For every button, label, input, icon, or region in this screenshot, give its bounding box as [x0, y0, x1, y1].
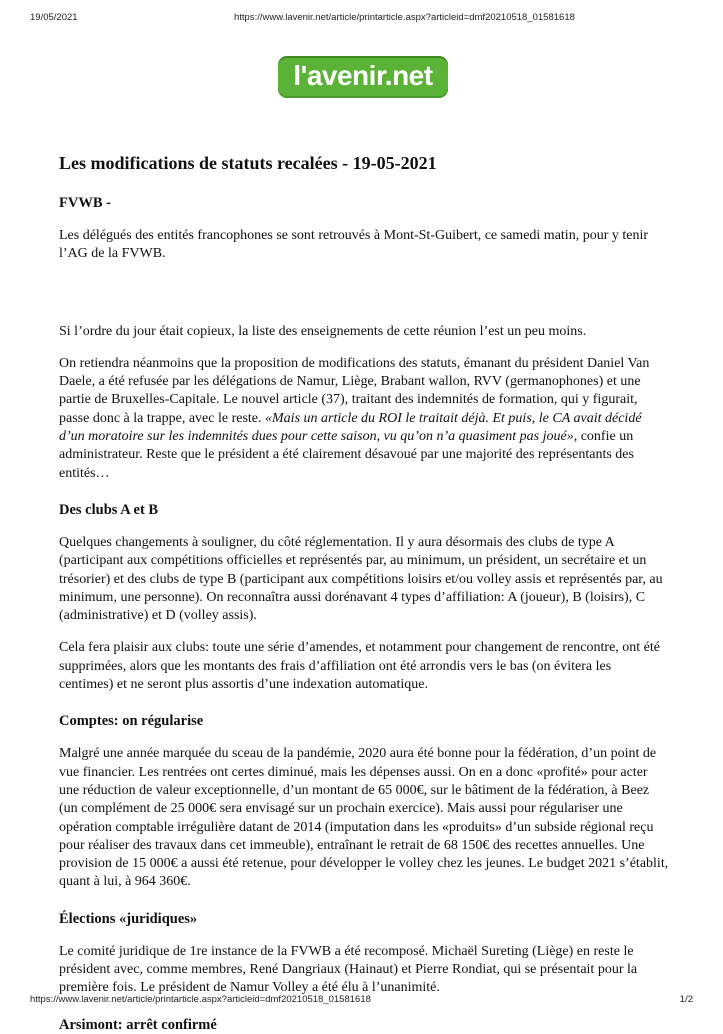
section-heading-clubs: Des clubs A et B — [59, 501, 159, 518]
paragraph-5: Malgré une année marquée du sceau de la pandémie, 2020 aura été bonne pour la fédération, d’un point de vue financier. Les rentrées ont certes diminué, mais les dépenses aussi. On en a donc «profité» pour acter une réduction de valeur exceptionnelle, d’un montant de 65 000€, sur le bâtiment de la fédération, à Beez (un complément de 25 000€ sera envisagé sur un prochain exercice). Mais aussi pour régulariser une opération comptable irrégulière datant de 2014 (imputation dans les «produits» d’un subside régional reçu pour réaliser des travaux dans cet immeuble), entraînant le retrait de 68 150€ des recettes annuelles. Une provision de 15 000€ a aussi été retenue, pour développer le volley chez les jeunes. Le budget 2021 s’établit, quant à lui, à 964 360€. — [59, 746, 669, 890]
footer-url[interactable]: https://www.lavenir.net/article/printarticle.aspx?articleid=dmf20210518_01581618 — [30, 994, 371, 1005]
lavenir-logo[interactable] — [278, 56, 448, 98]
page-number: 1/2 — [679, 994, 693, 1005]
logo-tld: .net — [384, 60, 433, 91]
paragraph-6: Le comité juridique de 1re instance de la FVWB a été recomposé. Michaël Sureting (Liège) en reste le président avec, comme membres, René Dangriaux (Hainaut) et Pierre Rondiat, qui se présentait pour la première fois. Le président de Namur Volley a été élu à l’unanimité. — [59, 943, 638, 996]
paragraph-2 — [59, 355, 669, 483]
section-heading-arsimont: Arsimont: arrêt confirmé — [59, 1016, 217, 1033]
section-heading-comptes: Comptes: on régularise — [59, 713, 204, 730]
paragraph-1: Si l’ordre du jour était copieux, la liste des enseignements de cette réunion l’est un peu moins. — [59, 323, 587, 339]
print-date: 19/05/2021 — [30, 12, 78, 23]
paragraph-3: Quelques changements à souligner, du côté réglementation. Il y aura désormais des clubs de type A (participant aux compétitions officielles et représentés par, au minimum, un président, un secrétaire et un trésorier) et des clubs de type B (participant aux compétitions loisirs et/ou volley assis et représentés par, au minimum, une personne). On reconnaîtra aussi dorénavant 4 types d’affiliation: A (joueur), B (loisirs), C (administrative) et D (volley assis). — [59, 534, 663, 624]
intro-paragraph: Les délégués des entités francophones se sont retrouvés à Mont-St-Guibert, ce samedi matin, pour y tenir l’AG de la FVWB. — [59, 228, 649, 262]
paragraph-2-end: , confie un administrateur. Reste que le président a été clairement désavoué par une majorité des représentants des entités… — [59, 429, 634, 481]
article-title: Les modifications de statuts recalées - 19-05-2021 — [59, 153, 437, 173]
paragraph-2-start: On retiendra néanmoins que la proposition de modifications des statuts, émanant du président Daniel Van Daele, a été refusée par les délégations de Namur, Liège, Brabant wallon, RVV (germanophones) et une partie de Bruxelles-Capitale. Le nouvel article (37), traitant des indemnités de formation, qui y figurait, passe donc à la trappe, avec le reste. — [59, 355, 650, 426]
paragraph-4: Cela fera plaisir aux clubs: toute une série d’amendes, et notamment pour changement de rencontre, ont été supprimées, alors que les montants des frais d’affiliation ont été arrondis vers le bas (on évitera les centimes) et ne seront plus assortis d’une indexation automatique. — [59, 640, 660, 693]
section-heading-elections: Élections «juridiques» — [59, 910, 198, 927]
print-url[interactable]: https://www.lavenir.net/article/printarticle.aspx?articleid=dmf20210518_01581618 — [234, 12, 575, 23]
logo-name: l'avenir — [293, 60, 385, 91]
paragraph-2-quote: «Mais un article du ROI le traitait déjà. Et puis, le CA avait décidé d’un moratoire sur les indemnités dues pour cette saison, vu qu’on n’a quasiment pas joué» — [59, 410, 642, 445]
article — [59, 152, 669, 1034]
article-source: FVWB - — [59, 195, 111, 211]
